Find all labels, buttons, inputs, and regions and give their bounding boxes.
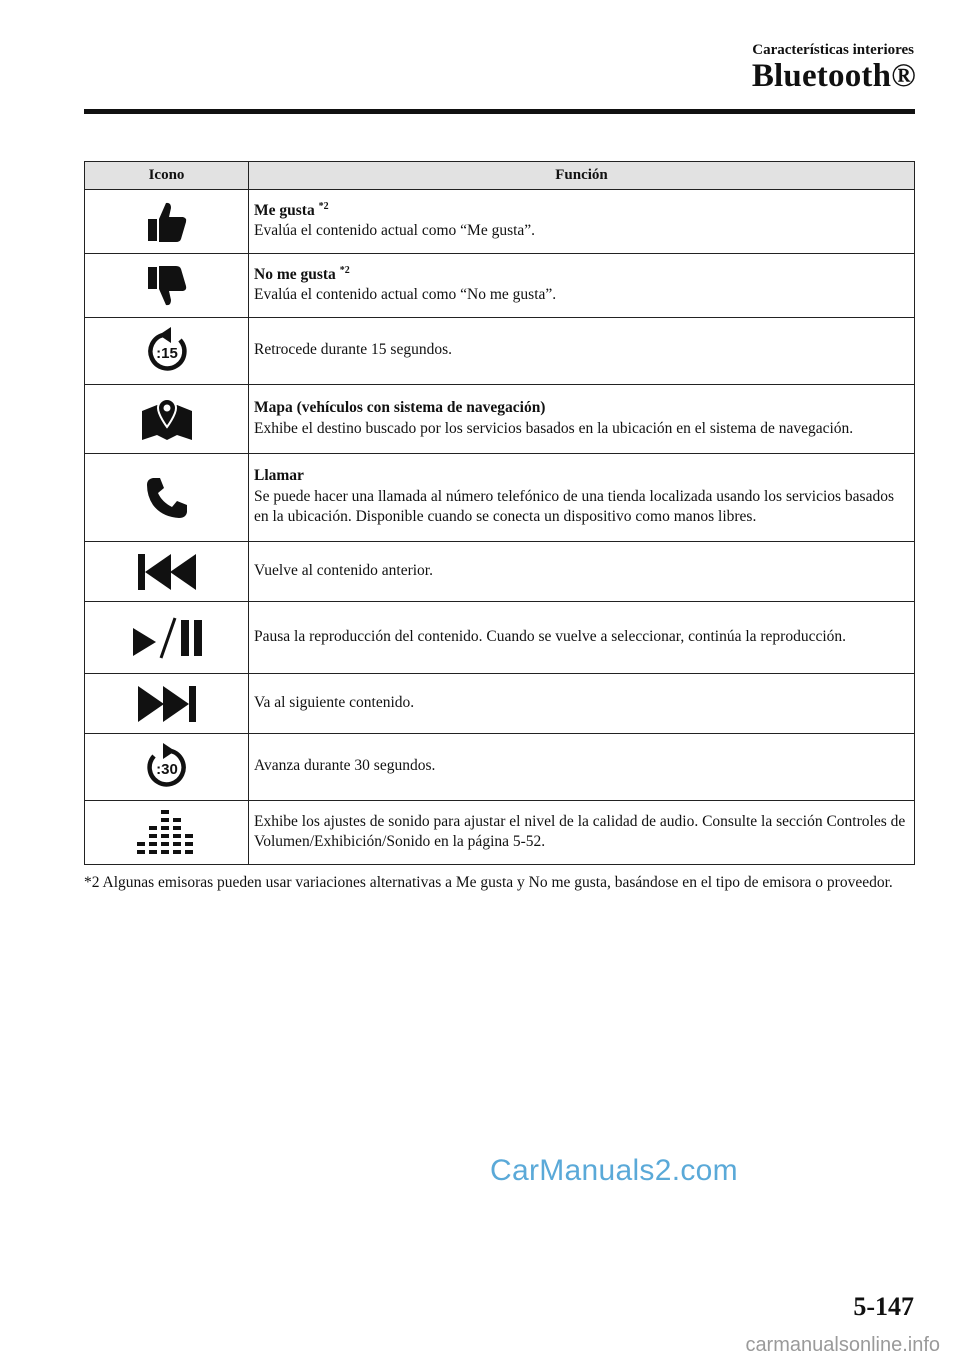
column-header-function: Función [249,162,915,190]
next-track-icon [136,684,198,724]
icon-cell [85,254,249,318]
chapter-title: Bluetooth® [751,58,916,94]
icon-cell [85,190,249,254]
footnote-marker: *2 [318,200,329,212]
table-row [85,542,915,602]
function-description: Retrocede durante 15 segundos. [254,341,452,359]
table-row [85,454,915,542]
table-row [85,734,915,801]
function-description: Va al siguiente contenido. [254,693,415,711]
function-cell [249,602,915,674]
icon-cell [85,542,249,602]
function-cell [249,542,915,602]
function-description: Evalúa el contenido actual como “Me gusta”. [254,222,536,239]
function-title: Mapa (vehículos con sistema de navegación) [254,399,546,416]
function-description: Avanza durante 30 segundos. [254,757,436,775]
play-pause-icon [129,616,205,660]
table-row [85,318,915,385]
column-header-icon: Icono [85,162,249,190]
function-title: Me gusta [254,201,315,219]
icon-cell [85,385,249,454]
forward-30-icon [142,742,192,792]
thumbs-down-icon [144,263,190,309]
icon-cell [85,801,249,865]
rewind-15-icon [142,326,192,376]
function-description: Vuelve al contenido anterior. [254,561,433,579]
page-number: 5-147 [853,1292,914,1321]
equalizer-icon [134,808,200,858]
thumbs-up-icon [144,199,190,245]
table-row [85,385,915,454]
icon-cell [85,674,249,734]
function-cell [249,454,915,542]
phone-icon [144,475,190,521]
table-header-row [85,162,915,190]
table-row [85,801,915,865]
function-cell [249,254,915,318]
forward-30-icon-label: :30 [155,761,178,778]
table-row [85,254,915,318]
header-rule [84,109,915,114]
function-description: Se puede hacer una llamada al número telefónico de una tienda localizada usando los servicios basados en la ubicación. Disponible cuando se conecta un dispositivo como manos libres. [254,487,894,526]
function-cell [249,318,915,385]
icon-cell [85,454,249,542]
footnote: *2 Algunas emisoras pueden usar variaciones alternativas a Me gusta y No me gusta, basándose en el tipo de emisora o proveedor. [84,874,893,891]
icon-cell [85,734,249,801]
map-pin-icon [140,395,194,443]
function-description: Evalúa el contenido actual como “No me gusta”. [254,286,557,303]
function-title: Llamar [254,467,304,485]
rewind-15-icon-label: :15 [155,345,178,362]
function-cell [249,734,915,801]
function-cell [249,674,915,734]
watermark: CarManuals2.com [490,1154,738,1187]
icon-function-table [84,161,915,865]
function-cell [249,190,915,254]
function-description: Exhibe el destino buscado por los servicios basados en la ubicación en el sistema de navegación. [254,419,854,437]
site-footer: carmanualsonline.info [745,1334,940,1356]
function-description: Pausa la reproducción del contenido. Cuando se vuelve a seleccionar, continúa la reproducción. [254,627,847,645]
icon-cell [85,318,249,385]
table-row [85,674,915,734]
table-row [85,602,915,674]
table-row [85,190,915,254]
icon-cell [85,602,249,674]
function-cell [249,801,915,865]
function-title: No me gusta [254,265,336,283]
previous-track-icon [136,552,198,592]
footnote-marker: *2 [339,264,350,276]
function-cell [249,385,915,454]
section-title: Características interiores [752,42,914,58]
function-description: Exhibe los ajustes de sonido para ajustar el nivel de la calidad de audio. Consulte la sección Controles de Volumen/Exhibición/Sonido en la página 5-52. [254,812,906,850]
